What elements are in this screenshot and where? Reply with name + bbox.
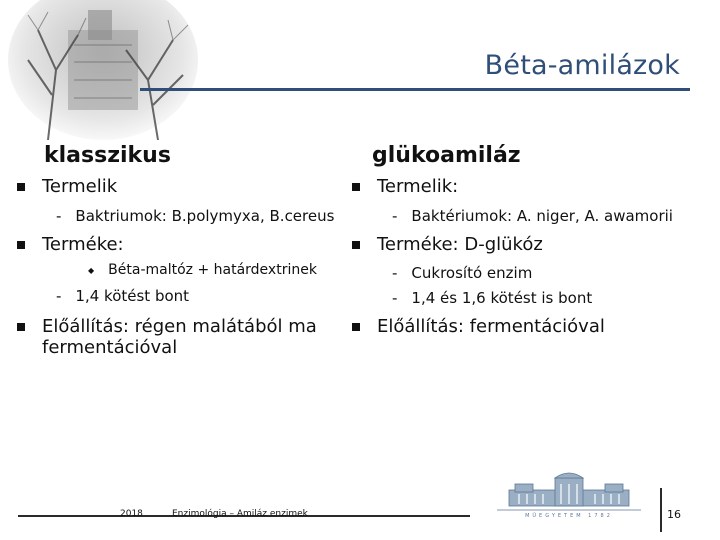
- sub-item: [56, 207, 334, 225]
- bullet-text: Termelik:: [377, 176, 459, 197]
- footer-course-title: Enzimológia – Amiláz enzimek: [172, 509, 308, 519]
- sub-item: [392, 264, 532, 282]
- square-bullet-icon: [352, 323, 360, 331]
- sub-item-text: Baktériumok: A. niger, A. awamorii: [411, 207, 673, 225]
- square-bullet-icon: [17, 183, 25, 191]
- square-bullet-icon: [17, 241, 25, 249]
- footer-divider: [660, 488, 662, 532]
- sub-sub-item: [88, 262, 317, 278]
- dash-bullet-icon: -: [56, 287, 62, 305]
- sub-item: [392, 207, 673, 225]
- column-heading-klasszikus: klasszikus: [44, 143, 171, 168]
- bullet-text-line-1: Előállítás: régen malátából ma: [42, 316, 317, 337]
- bullet-item: [352, 316, 605, 337]
- sub-item-text: 1,4 és 1,6 kötést is bont: [411, 289, 593, 307]
- bullet-item: [352, 176, 458, 197]
- bullet-item: [17, 176, 117, 197]
- bullet-text: Termelik: [42, 176, 118, 197]
- bullet-text: Terméke: D-glükóz: [377, 234, 543, 255]
- sub-item: [392, 289, 592, 307]
- footer-year: 2018: [120, 509, 143, 519]
- logo-caption: MŰEGYETEM 1782: [525, 513, 613, 519]
- square-bullet-icon: [17, 323, 25, 331]
- bullet-text: [42, 316, 317, 358]
- square-bullet-icon: [352, 241, 360, 249]
- bullet-text-line-2: fermentációval: [42, 337, 178, 358]
- header-building-sketch: [8, 0, 198, 140]
- title-underline: [140, 88, 690, 91]
- slide-title: Béta-amilázok: [484, 50, 680, 81]
- sub-sub-item-text: Béta-maltóz + határdextrinek: [108, 262, 317, 278]
- dash-bullet-icon: -: [56, 207, 62, 225]
- column-heading-glukoamilaz: glükoamiláz: [372, 143, 521, 168]
- bullet-text: Terméke:: [42, 234, 124, 255]
- university-logo: [495, 470, 643, 520]
- bullet-item: [352, 234, 543, 255]
- diamond-bullet-icon: ◆: [88, 265, 95, 275]
- square-bullet-icon: [352, 183, 360, 191]
- sub-item-text: Baktriumok: B.polymyxa, B.cereus: [75, 207, 335, 225]
- sub-item: [56, 287, 189, 305]
- bullet-item: [17, 234, 124, 255]
- dash-bullet-icon: -: [392, 207, 398, 225]
- dash-bullet-icon: -: [392, 289, 398, 307]
- page-number: 16: [667, 508, 681, 521]
- bullet-text: Előállítás: fermentációval: [377, 316, 605, 337]
- dash-bullet-icon: -: [392, 264, 398, 282]
- bullet-item: [17, 316, 347, 358]
- sub-item-text: Cukrosító enzim: [411, 264, 533, 282]
- sub-item-text: 1,4 kötést bont: [75, 287, 190, 305]
